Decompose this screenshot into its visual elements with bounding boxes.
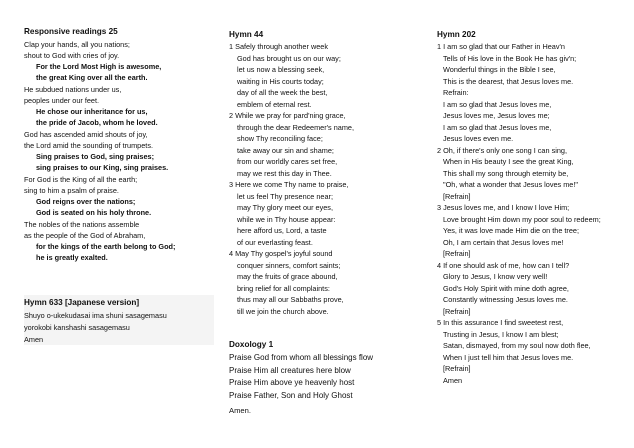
reading-line: God has ascended amid shouts of joy, — [24, 129, 148, 139]
hymn44-line: of our everlasting feast. — [237, 237, 313, 247]
hymn44-line: conquer sinners, comfort saints; — [237, 260, 341, 270]
hymn44-line: may Thy glory meet our eyes, — [237, 203, 333, 212]
hymn202-line: Jesus loves even me. — [443, 134, 514, 143]
reading-line: Clap your hands, all you nations; — [24, 39, 130, 49]
reading-line: God is seated on his holy throne. — [36, 208, 152, 218]
reading-line: the great King over all the earth. — [36, 73, 148, 83]
hymn202-line: Wonderful things in the Bible I see, — [443, 65, 556, 74]
reading-line: peoples under our feet. — [24, 95, 100, 105]
hymn44-line: through the dear Redeemer's name, — [237, 122, 354, 132]
hymn202-line: Yes, it was love made Him die on the tree; — [443, 226, 580, 235]
hymn44-line: 2 While we pray for pard'ning grace, — [229, 111, 346, 120]
hymn202-line: "Oh, what a wonder that Jesus loves me!" — [443, 180, 578, 189]
hymn202-line: This shall my song through eternity be, — [443, 168, 569, 178]
doxology-line: Praise God from whom all blessings flow — [229, 353, 374, 362]
reading-line: He subdued nations under us, — [24, 84, 122, 94]
hymn44-line: here afford us, Lord, a taste — [237, 226, 327, 235]
hymn202-line: 5 In this assurance I find sweetest rest, — [437, 318, 564, 327]
reading-line: as the people of the God of Abraham, — [24, 230, 146, 240]
hymn202-line: [Refrain] — [443, 249, 471, 258]
hymn44-line: let us now a blessing seek, — [237, 65, 325, 74]
hymn44-line: 1 Safely through another week — [229, 42, 328, 51]
doxology-line: Praise Father, Son and Holy Ghost — [229, 390, 353, 400]
reading-line: sing praises to our King, sing praises. — [36, 163, 169, 173]
hymn44-line: thus may all our Sabbaths prove, — [237, 295, 344, 304]
reading-line: He chose our inheritance for us, — [36, 107, 148, 116]
hymn44-line: 4 May Thy gospel's joyful sound — [229, 249, 333, 258]
hymn44-line: emblem of eternal rest. — [237, 99, 312, 109]
doxology-line: Praise Him all creatures here blow — [229, 365, 351, 375]
hymn44-line: waiting in His courts today; — [237, 76, 324, 86]
hymn44-line: take away our sin and shame; — [237, 145, 334, 155]
hymn202-line: Refrain: — [443, 88, 469, 97]
hymn202-line: 1 I am so glad that our Father in Heav'n — [437, 42, 565, 51]
hymn202-line: [Refrain] — [443, 191, 471, 201]
reading-line: The nobles of the nations assemble — [24, 219, 140, 229]
reading-line: For God is the King of all the earth; — [24, 174, 138, 184]
hymn44-line: from our worldly cares set free, — [237, 157, 338, 166]
hymn202-line: I am so glad that Jesus loves me, — [443, 99, 552, 109]
hymn202-title: Hymn 202 — [437, 30, 476, 39]
doxology-title: Doxology 1 — [229, 340, 274, 349]
reading-line: the Lord amid the sounding of trumpets. — [24, 140, 153, 150]
hymn44-line: while we in Thy house appear: — [237, 214, 336, 224]
doxology-amen: Amen. — [229, 406, 251, 415]
hymn202-line: Oh, I am certain that Jesus loves me! — [443, 237, 564, 247]
hymn44-line: may we rest this day in Thee. — [237, 168, 332, 178]
hymn202-line: I am so glad that Jesus loves me, — [443, 122, 552, 132]
reading-line: the pride of Jacob, whom he loved. — [36, 118, 158, 128]
hymn44-line: till we join the church above. — [237, 306, 329, 316]
reading-line: Sing praises to God, sing praises; — [36, 152, 154, 161]
hymn202-line: God's Holy Spirit with mine doth agree, — [443, 283, 569, 293]
hymn202-line: 3 Jesus loves me, and I know I love Him; — [437, 203, 570, 212]
hymn202-line: When I just tell him that Jesus loves me. — [443, 352, 574, 362]
hymn44-line: may the fruits of grace abound, — [237, 272, 338, 281]
hymn202-line: This is the dearest, that Jesus loves me. — [443, 76, 574, 86]
hymn202-line: [Refrain] — [443, 306, 471, 316]
hymn202-line: Amen — [443, 375, 463, 385]
reading-line: he is greatly exalted. — [36, 253, 108, 263]
hymn202-line: 2 Oh, if there's only one song I can sing, — [437, 145, 567, 155]
doxology-line: Praise Him above ye heavenly host — [229, 378, 355, 387]
hymn202-line: When in His beauty I see the great King, — [443, 157, 574, 166]
reading-line: God reigns over the nations; — [36, 197, 136, 206]
reading-title: Responsive readings 25 — [24, 27, 118, 36]
hymn44-title: Hymn 44 — [229, 30, 264, 39]
hymn44-line: 3 Here we come Thy name to praise, — [229, 180, 349, 189]
hymn633-amen: Amen — [24, 335, 44, 344]
hymn202-line: Love brought Him down my poor soul to redeem; — [443, 214, 601, 224]
reading-line: sing to him a psalm of praise. — [24, 185, 119, 195]
reading-line: For the Lord Most High is awesome, — [36, 62, 162, 71]
reading-line: for the kings of the earth belong to God; — [36, 242, 176, 251]
hymn202-line: Constantly witnessing Jesus loves me. — [443, 295, 568, 304]
hymn633-title: Hymn 633 [Japanese version] — [24, 298, 140, 307]
hymn202-line: Glory to Jesus, I know very well! — [443, 272, 548, 281]
hymn202-line: Jesus loves me, Jesus loves me; — [443, 111, 550, 120]
hymn44-line: let us feel Thy presence near; — [237, 191, 333, 201]
hymn202-line: Trusting in Jesus, I know I am blest; — [443, 329, 559, 339]
hymn202-line: Satan, dismayed, from my soul now doth flee, — [443, 341, 591, 350]
hymn202-line: 4 If one should ask of me, how can I tell? — [437, 260, 570, 270]
hymn44-line: God has brought us on our way; — [237, 53, 341, 63]
hymn202-line: Tells of His love in the Book He has giv'n; — [443, 53, 577, 63]
reading-line: shout to God with cries of joy. — [24, 50, 120, 60]
hymn633-line: yorokobi kanshashi sasagemasu — [24, 323, 130, 332]
hymn44-line: bring relief for all complaints: — [237, 283, 330, 293]
hymn633-line: Shuyo o-ukekudasai ima shuni sasagemasu — [24, 311, 167, 320]
hymn44-line: show Thy reconciling face; — [237, 134, 323, 143]
hymn202-line: [Refrain] — [443, 364, 471, 373]
hymn44-line: day of all the week the best, — [237, 88, 328, 97]
